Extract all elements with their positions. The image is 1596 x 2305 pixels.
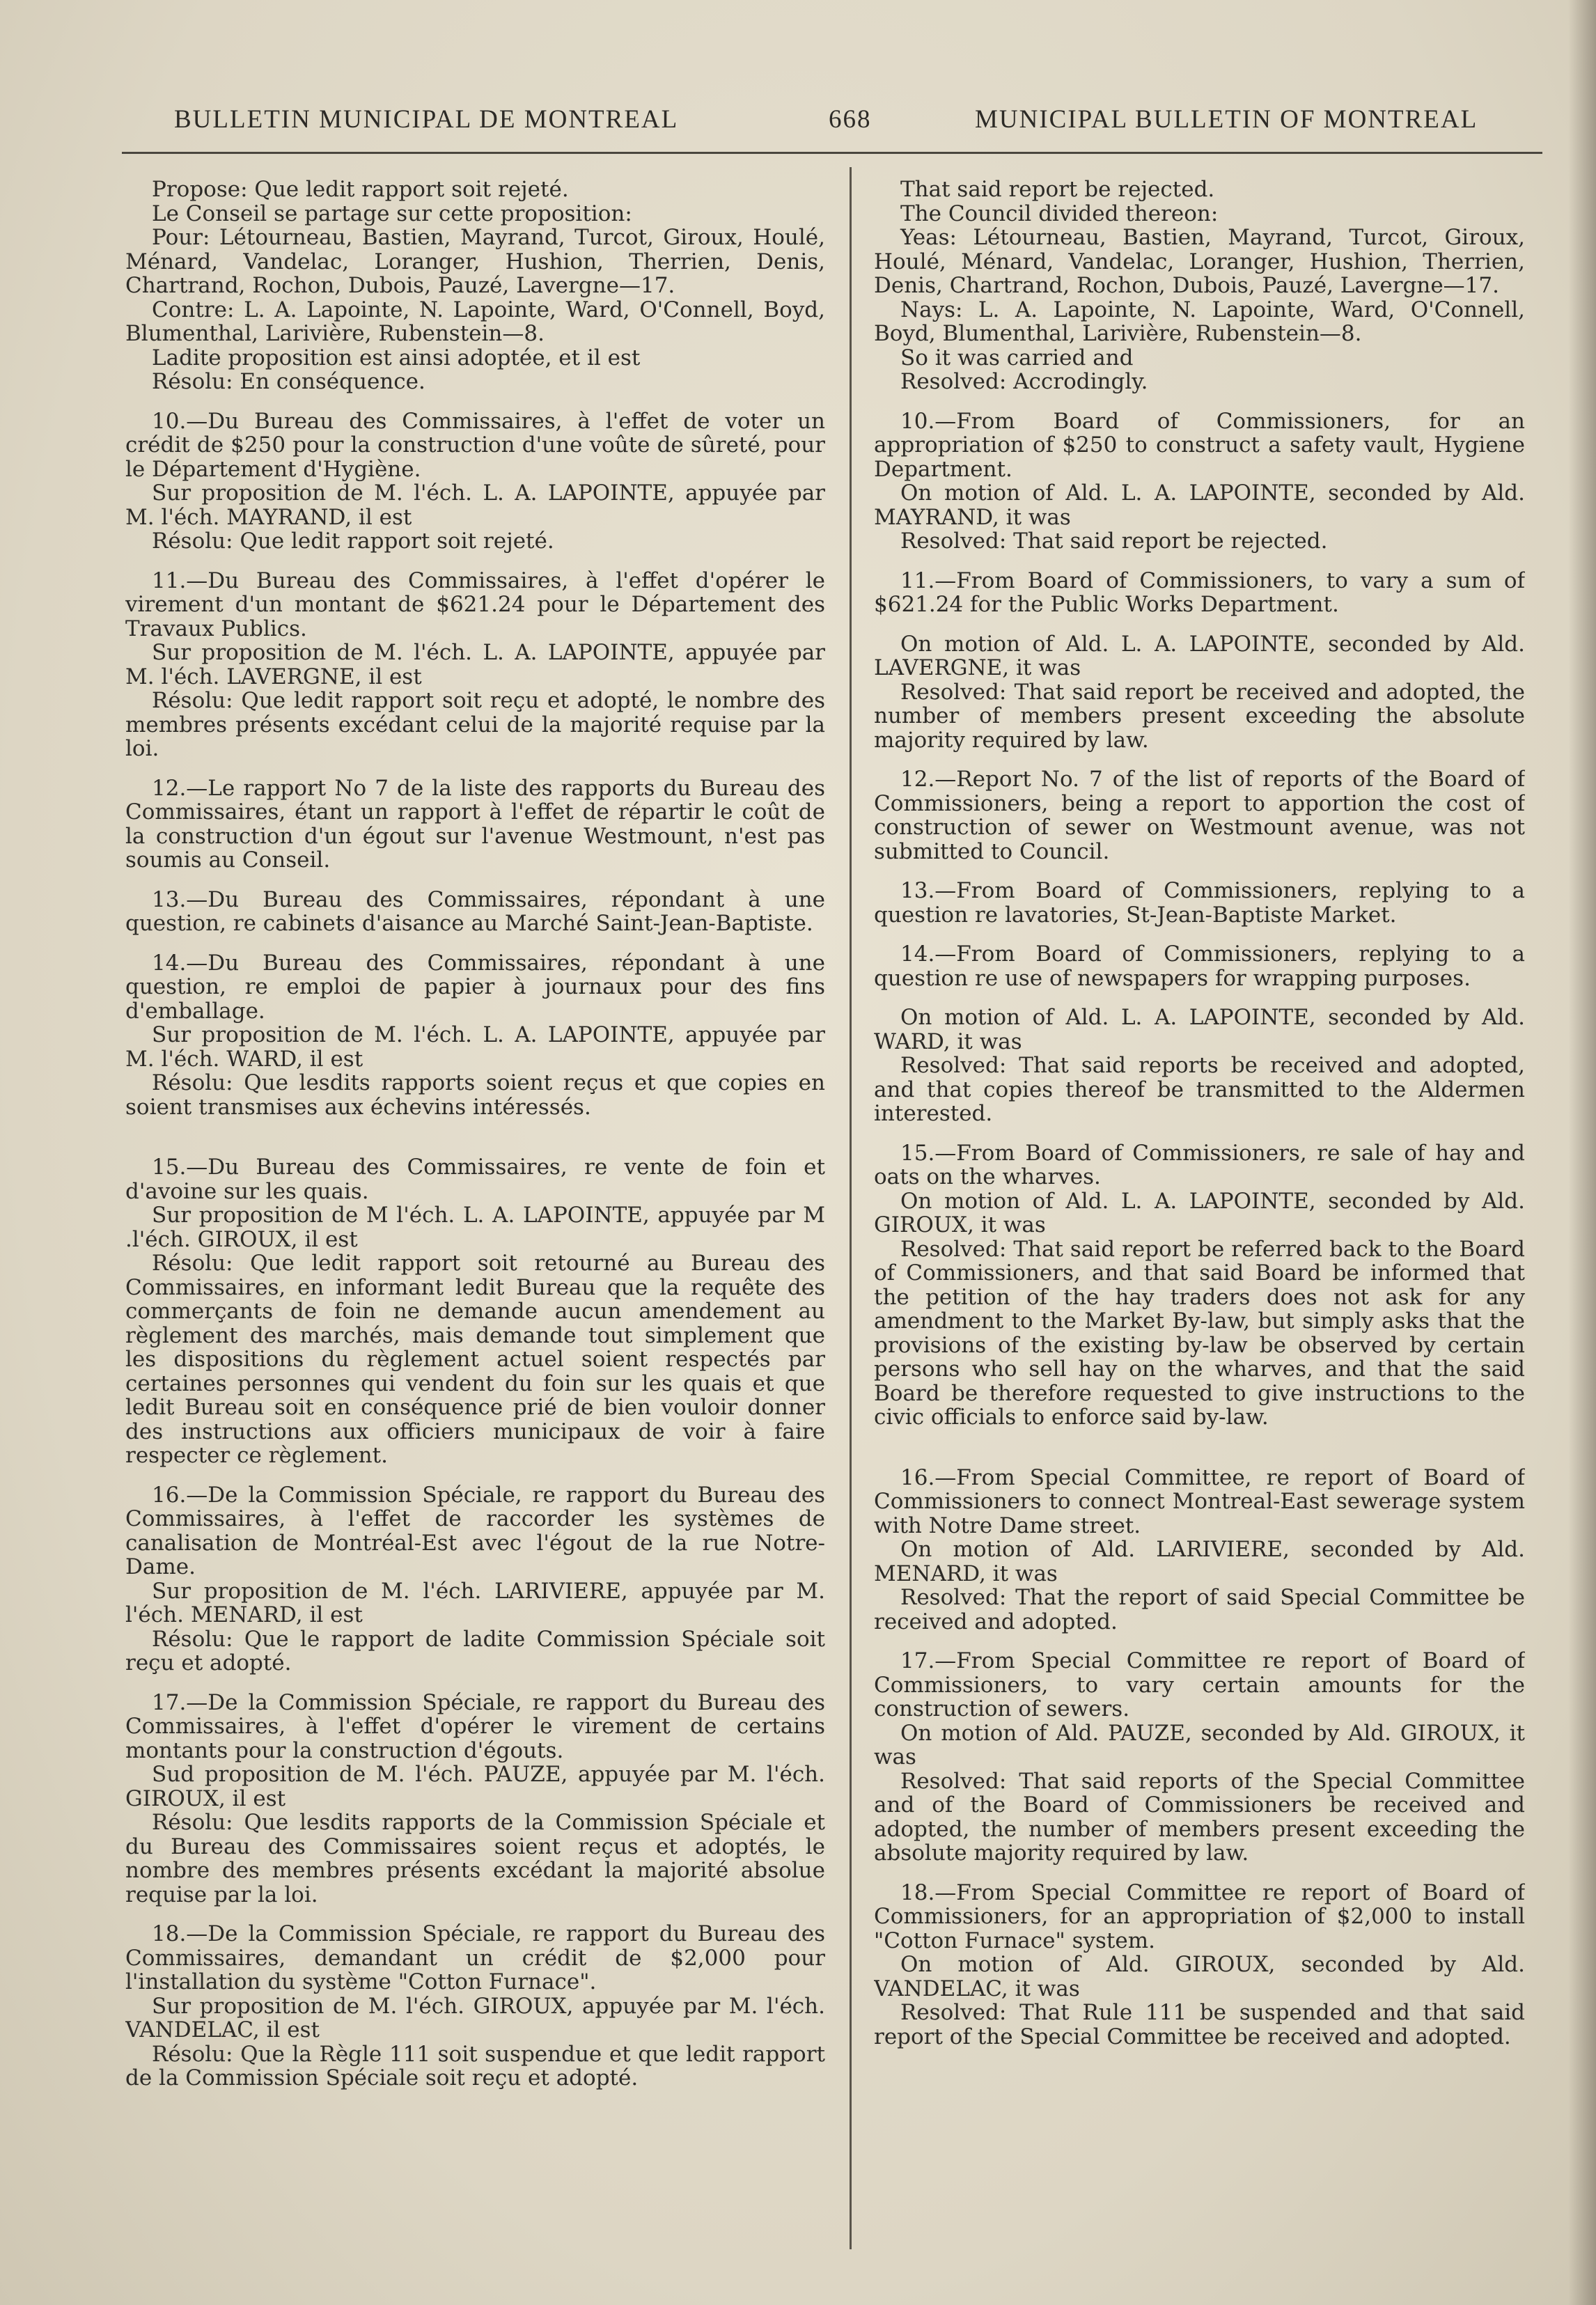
french-paragraph: Sur proposition de M. l'éch. L. A. LAPOINTE, appuyée par M. l'éch. WARD, il est	[125, 1022, 825, 1072]
english-paragraph: Resolved: That said reports of the Special Committee and of the Board of Commissioners be received and adopted, the number of members present exceeding the absolute majority required by law.	[874, 1768, 1525, 1866]
french-paragraph: 17.—De la Commission Spéciale, re rapport du Bureau des Commissaires, à l'effet d'opérer le virement de certains montants pour la construction d'égouts.	[125, 1689, 825, 1763]
french-paragraph: Résolu: Que ledit rapport soit reçu et adopté, le nombre des membres présents excédant celui de la majorité requise par la loi.	[125, 688, 825, 761]
english-paragraph: 14.—From Board of Commissioners, replying to a question re use of newspapers for wrapping purposes.	[874, 941, 1525, 991]
english-paragraph: On motion of Ald. LARIVIERE, seconded by Ald. MENARD, it was	[874, 1537, 1525, 1586]
french-paragraph: Sur proposition de M. l'éch. GIROUX, appuyée par M. l'éch. VANDELAC, il est	[125, 1993, 825, 2042]
french-paragraph: Résolu: Que le rapport de ladite Commission Spéciale soit reçu et adopté.	[125, 1626, 825, 1675]
english-paragraph: Resolved: That said report be rejected.	[900, 529, 1328, 554]
english-paragraph: That said report be rejected.	[900, 178, 1215, 202]
english-paragraph: 10.—From Board of Commissioners, for an appropriation of $250 to construct a safety vault, Hygiene Department.	[874, 408, 1525, 482]
english-paragraph: On motion of Ald. GIROUX, seconded by Ald. VANDELAC, it was	[874, 1952, 1525, 2001]
english-paragraph: On motion of Ald. PAUZE, seconded by Ald. GIROUX, it was	[874, 1720, 1525, 1769]
french-column	[125, 178, 825, 2281]
english-paragraph: Resolved: That Rule 111 be suspended and that said report of the Special Committee be received and adopted.	[874, 2000, 1525, 2049]
french-paragraph: Contre: L. A. Lapointe, N. Lapointe, Ward, O'Connell, Boyd, Blumenthal, Larivière, Rubenstein—8.	[125, 297, 825, 346]
header-rule	[122, 152, 1542, 154]
french-paragraph: Sur proposition de M. l'éch. L. A. LAPOINTE, appuyée par M. l'éch. MAYRAND, il est	[125, 480, 825, 530]
english-paragraph: Resolved: That said report be referred back to the Board of Commissioners, and that said Board be informed that the petition of the hay traders does not ask for any amendment to the Market By-law, but simply asks that the provisions of the existing by-law be observed by certain persons who sell hay on the wharves, and that the said Board be therefore requested to give instructions to the civic officials to enforce said by-law.	[874, 1236, 1525, 1430]
french-paragraph: Résolu: Que lesdits rapports soient reçus et que copies en soient transmises aux échevins intéressés.	[125, 1070, 825, 1120]
french-paragraph: Ladite proposition est ainsi adoptée, et il est	[152, 345, 641, 370]
page-header	[153, 97, 1539, 139]
english-paragraph: Yeas: Létourneau, Bastien, Mayrand, Turcot, Giroux, Houlé, Ménard, Vandelac, Loranger, Hushion, Therrien, Denis, Chartrand, Rochon, Dubois, Pauzé, Lavergne—17.	[874, 225, 1525, 298]
french-paragraph: Résolu: Que la Règle 111 soit suspendue et que ledit rapport de la Commission Spéciale soit reçu et adopté.	[125, 2041, 825, 2091]
page-number: 668	[829, 105, 872, 134]
column-divider	[850, 167, 852, 2249]
french-paragraph: Le Conseil se partage sur cette proposition:	[152, 201, 632, 226]
french-paragraph: 12.—Le rapport No 7 de la liste des rapports du Bureau des Commissaires, étant un rapport à l'effet de répartir le coût de la construction d'un égout sur l'avenue Westmount, n'est pas soumis au Conseil.	[125, 775, 825, 873]
english-paragraph: Resolved: Accrodingly.	[900, 369, 1148, 394]
french-paragraph: 18.—De la Commission Spéciale, re rapport du Bureau des Commissaires, demandant un crédit de $2,000 pour l'installation du système "Cotton Furnace".	[125, 1921, 825, 1994]
french-paragraph: Sur proposition de M. l'éch. LARIVIERE, appuyée par M. l'éch. MENARD, il est	[125, 1578, 825, 1627]
french-paragraph: Sud proposition de M. l'éch. PAUZE, appuyée par M. l'éch. GIROUX, il est	[125, 1762, 825, 1811]
french-paragraph: Sur proposition de M. l'éch. L. A. LAPOINTE, appuyée par M. l'éch. LAVERGNE, il est	[125, 640, 825, 689]
english-paragraph: 12.—Report No. 7 of the list of reports of the Board of Commissioners, being a report to apportion the cost of construction of sewer on Westmount avenue, was not submitted to Council.	[874, 767, 1525, 864]
english-paragraph: 11.—From Board of Commissioners, to vary a sum of $621.24 for the Public Works Department.	[874, 568, 1525, 617]
french-paragraph: Résolu: En conséquence.	[152, 369, 425, 394]
french-paragraph: 13.—Du Bureau des Commissaires, répondant à une question, re cabinets d'aisance au Marché Saint-Jean-Baptiste.	[125, 886, 825, 936]
english-paragraph: Resolved: That the report of said Special Committee be received and adopted.	[874, 1585, 1525, 1634]
english-paragraph: On motion of Ald. L. A. LAPOINTE, seconded by Ald. WARD, it was	[874, 1005, 1525, 1054]
french-paragraph: 14.—Du Bureau des Commissaires, répondant à une question, re emploi de papier à journaux pour des fins d'emballage.	[125, 950, 825, 1024]
french-paragraph: Résolu: Que ledit rapport soit rejeté.	[152, 529, 554, 554]
english-paragraph: On motion of Ald. L. A. LAPOINTE, seconded by Ald. GIROUX, it was	[874, 1188, 1525, 1237]
page-spine-shadow	[1568, 0, 1596, 2305]
english-paragraph: 16.—From Special Committee, re report of Board of Commissioners to connect Montreal-East sewerage system with Notre Dame street.	[874, 1464, 1525, 1538]
english-paragraph: On motion of Ald. L. A. LAPOINTE, seconded by Ald. MAYRAND, it was	[874, 480, 1525, 530]
french-paragraph: 11.—Du Bureau des Commissaires, à l'effet d'opérer le virement d'un montant de $621.24 pour le Département des Travaux Publics.	[125, 568, 825, 641]
french-paragraph: Sur proposition de M l'éch. L. A. LAPOINTE, appuyée par M .l'éch. GIROUX, il est	[125, 1203, 825, 1252]
english-paragraph: 18.—From Special Committee re report of Board of Commissioners, for an appropriation of $2,000 to install "Cotton Furnace" system.	[874, 1880, 1525, 1953]
french-paragraph: 15.—Du Bureau des Commissaires, re vente de foin et d'avoine sur les quais.	[125, 1155, 825, 1204]
english-paragraph: Resolved: That said reports be received and adopted, and that copies thereof be transmitted to the Aldermen interested.	[874, 1053, 1525, 1126]
english-paragraph: 13.—From Board of Commissioners, replying to a question re lavatories, St-Jean-Baptiste Market.	[874, 878, 1525, 928]
english-paragraph: Resolved: That said report be received and adopted, the number of members present exceeding the absolute majority required by law.	[874, 679, 1525, 753]
english-paragraph: 17.—From Special Committee re report of Board of Commissioners, to vary certain amounts for the construction of sewers.	[874, 1648, 1525, 1721]
french-paragraph: Résolu: Que ledit rapport soit retourné au Bureau des Commissaires, en informant ledit Bureau que la requête des commerçants de foin ne demande aucun amendement au règlement des marchés, mais demande tout simplement que les dispositions du règlement actuel soient respectés par certaines personnes qui vendent du foin sur les quais et que ledit Bureau soit en conséquence prié de bien vouloir donner des instructions aux officiers municipaux de voir à faire respecter ce règlement.	[125, 1251, 825, 1468]
english-paragraph: 15.—From Board of Commissioners, re sale of hay and oats on the wharves.	[874, 1140, 1525, 1189]
header-french-title: BULLETIN MUNICIPAL DE MONTREAL	[174, 105, 679, 134]
french-paragraph: Pour: Létourneau, Bastien, Mayrand, Turcot, Giroux, Houlé, Ménard, Vandelac, Loranger, Hushion, Therrien, Denis, Chartrand, Rochon, Dubois, Pauzé, Lavergne—17.	[125, 225, 825, 298]
french-paragraph: 10.—Du Bureau des Commissaires, à l'effet de voter un crédit de $250 pour la construction d'une voûte de sûreté, pour le Département d'Hygiène.	[125, 408, 825, 482]
french-paragraph: 16.—De la Commission Spéciale, re rapport du Bureau des Commissaires, à l'effet de raccorder les systèmes de canalisation de Montréal-Est avec l'égout de la rue Notre-Dame.	[125, 1482, 825, 1579]
english-paragraph: On motion of Ald. L. A. LAPOINTE, seconded by Ald. LAVERGNE, it was	[874, 631, 1525, 680]
french-paragraph: Résolu: Que lesdits rapports de la Commission Spéciale et du Bureau des Commissaires soient reçus et adoptés, le nombre des membres présents excédant la majorité absolue requise par la loi.	[125, 1810, 825, 1907]
english-paragraph: The Council divided thereon:	[900, 201, 1219, 226]
french-paragraph: Propose: Que ledit rapport soit rejeté.	[152, 178, 569, 202]
english-column	[874, 178, 1525, 2281]
header-english-title: MUNICIPAL BULLETIN OF MONTREAL	[975, 105, 1478, 134]
english-paragraph: So it was carried and	[900, 345, 1134, 370]
english-paragraph: Nays: L. A. Lapointe, N. Lapointe, Ward, O'Connell, Boyd, Blumenthal, Larivière, Rubenstein—8.	[874, 297, 1525, 346]
